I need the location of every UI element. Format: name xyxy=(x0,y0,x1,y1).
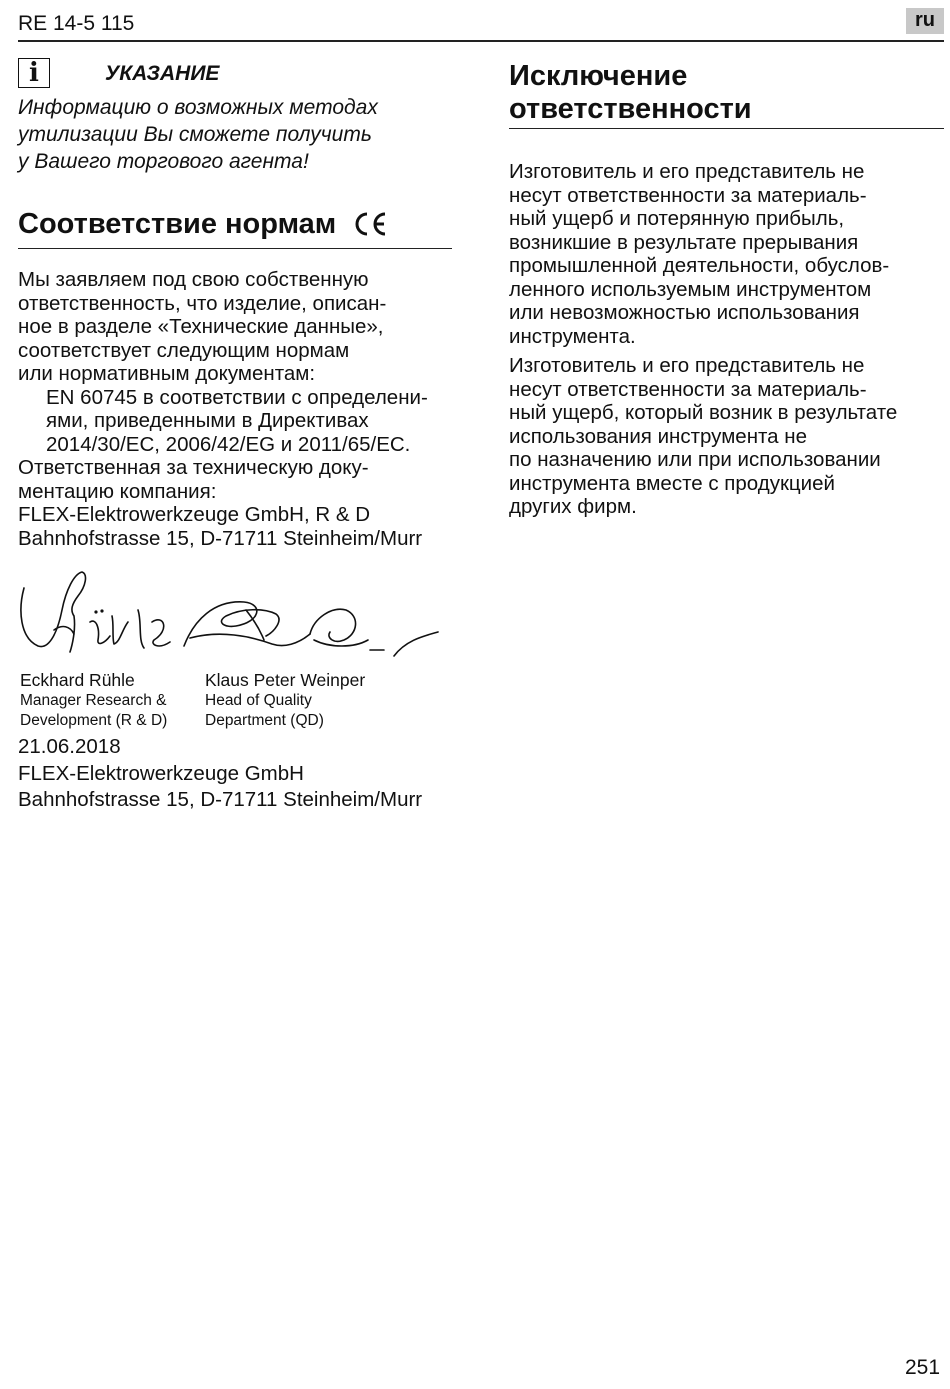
note-line: у Вашего торгового агента! xyxy=(18,150,309,173)
issuer-block xyxy=(18,734,422,814)
compliance-text xyxy=(18,268,458,550)
note-text xyxy=(18,94,458,175)
disclaimer-line: инструмента вместе с продукцией xyxy=(509,471,835,495)
compliance-line: Мы заявляем под свою собственную xyxy=(18,268,369,291)
compliance-rule xyxy=(18,248,452,249)
note-line: Информацию о возможных методах xyxy=(18,96,378,119)
compliance-heading xyxy=(18,208,388,241)
disclaimer-heading-line: ответственности xyxy=(509,93,752,125)
signer-weinper xyxy=(205,669,365,730)
disclaimer-line: или невозможностью использования xyxy=(509,301,860,324)
disclaimer-line: несут ответственности за материаль- xyxy=(509,183,867,207)
disclaimer-heading-line: Исключение xyxy=(509,60,688,92)
disclaimer-line: Изготовитель и его представитель не xyxy=(509,160,865,183)
documentation-line: Ответственная за техническую доку- xyxy=(18,456,369,479)
ce-mark-icon xyxy=(352,211,388,237)
standards-line: 2014/30/EC, 2006/42/EG и 2011/65/EC. xyxy=(46,432,411,456)
language-badge: ru xyxy=(906,8,944,34)
disclaimer-text xyxy=(509,160,947,519)
disclaimer-heading xyxy=(509,60,752,126)
disclaimer-rule xyxy=(509,128,944,129)
compliance-line: или нормативным документам: xyxy=(18,362,316,385)
documentation-line: FLEX-Elektrowerkzeuge GmbH, R & D xyxy=(18,503,371,526)
disclaimer-line: других фирм. xyxy=(509,495,637,518)
documentation-line: ментацию компания: xyxy=(18,479,217,503)
signer-role: Head of Quality xyxy=(205,692,312,709)
compliance-line: ответственность, что изделие, описан- xyxy=(18,291,387,315)
disclaimer-line: Изготовитель и его представитель не xyxy=(509,354,865,377)
disclaimer-line: использования инструмента не xyxy=(509,424,807,448)
disclaimer-line: инструмента. xyxy=(509,324,636,348)
signer-name: Eckhard Rühle xyxy=(20,670,135,690)
signer-role: Department (QD) xyxy=(205,711,324,729)
disclaimer-paragraph xyxy=(509,354,947,519)
compliance-heading-text: Соответствие нормам xyxy=(18,208,337,240)
header-rule xyxy=(18,40,944,42)
note-line: утилизации Вы сможете получить xyxy=(18,123,372,146)
signer-ruehle xyxy=(20,669,167,730)
compliance-line: соответствует следующим нормам xyxy=(18,338,350,362)
note-title: УКАЗАНИЕ xyxy=(105,62,220,85)
disclaimer-line: по назначению или при использовании xyxy=(509,448,881,471)
page-number: 251 xyxy=(905,1356,941,1379)
standards-line: ями, приведенными в Директивах xyxy=(46,409,369,432)
document-model: RE 14-5 115 xyxy=(18,12,135,35)
disclaimer-line: ный ущерб, который возник в результате xyxy=(509,401,898,424)
signer-role: Manager Research & xyxy=(20,692,167,709)
disclaimer-line: несут ответственности за материаль- xyxy=(509,377,867,401)
standards-line: EN 60745 в соответствии с определени- xyxy=(46,385,428,409)
declaration-date: 21.06.2018 xyxy=(18,735,121,758)
company-address: Bahnhofstrasse 15, D-71711 Steinheim/Murr xyxy=(18,788,423,811)
signer-name: Klaus Peter Weinper xyxy=(205,670,366,690)
signature-ruehle xyxy=(21,572,86,652)
disclaimer-line: возникшие в результате прерывания xyxy=(509,230,859,254)
documentation-line: Bahnhofstrasse 15, D-71711 Steinheim/Murr xyxy=(18,526,423,550)
compliance-line: ное в разделе «Технические данные», xyxy=(18,315,384,338)
disclaimer-paragraph xyxy=(509,160,947,348)
info-icon: i xyxy=(18,58,50,88)
signature-weinper xyxy=(184,602,279,646)
company-name: FLEX-Elektrowerkzeuge GmbH xyxy=(18,761,304,785)
disclaimer-line: промышленной деятельности, обуслов- xyxy=(509,254,890,277)
signatures-image xyxy=(14,560,454,670)
disclaimer-line: ный ущерб и потерянную прибыль, xyxy=(509,207,845,230)
disclaimer-line: ленного используемым инструментом xyxy=(509,277,872,301)
signer-role: Development (R & D) xyxy=(20,711,168,729)
